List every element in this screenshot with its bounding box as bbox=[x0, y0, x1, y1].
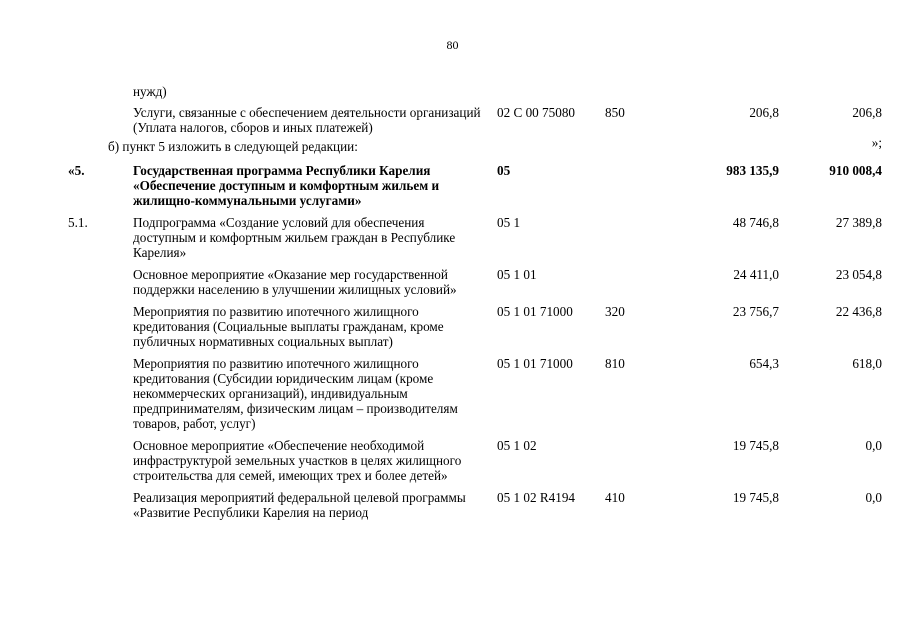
row-name: Основное мероприятие «Оказание мер государственной поддержки населению в улучшении жилищных условий» bbox=[133, 267, 457, 297]
table-row bbox=[0, 438, 905, 483]
row-vr-code: 850 bbox=[605, 105, 625, 120]
row-vr-code: 410 bbox=[605, 490, 625, 505]
table-row bbox=[0, 490, 905, 520]
table-row bbox=[0, 215, 905, 260]
row-vr-code: 810 bbox=[605, 356, 625, 371]
row-amount-1: 19 745,8 bbox=[732, 438, 779, 453]
row-csr-code: 05 1 02 R4194 bbox=[497, 490, 576, 505]
row-amount-1: 654,3 bbox=[749, 356, 779, 371]
row-csr-code: 05 bbox=[497, 163, 511, 178]
row-csr-code: 05 1 01 71000 bbox=[497, 356, 573, 371]
row-amount-2: 27 389,8 bbox=[835, 215, 882, 230]
row-csr-code: 05 1 01 bbox=[497, 267, 537, 282]
row-amount-1: 23 756,7 bbox=[732, 304, 779, 319]
closing-quote: »; bbox=[871, 135, 882, 150]
row-csr-code: 02 С 00 75080 bbox=[497, 105, 576, 120]
row-amount-2: 0,0 bbox=[865, 438, 882, 453]
row-csr-code: 05 1 01 71000 bbox=[497, 304, 573, 319]
row-name: Услуги, связанные с обеспечением деятельности организаций (Уплата налогов, сборов и иных платежей) bbox=[133, 105, 481, 135]
table-row-continuation bbox=[0, 84, 905, 99]
table-row bbox=[0, 267, 905, 297]
amendment-instruction: б) пункт 5 изложить в следующей редакции: bbox=[108, 139, 358, 154]
row-name: Основное мероприятие «Обеспечение необходимой инфраструктурой земельных участков в целях жилищного строительства для семей, имеющих трех и более детей» bbox=[133, 438, 462, 483]
row-amount-2: 22 436,8 bbox=[835, 304, 882, 319]
row-amount-1: 983 135,9 bbox=[726, 163, 779, 178]
row-amount-2: 618,0 bbox=[852, 356, 882, 371]
budget-table bbox=[0, 84, 905, 520]
row-vr-code: 320 bbox=[605, 304, 625, 319]
row-number: 5.1. bbox=[68, 215, 88, 230]
row-name: Реализация мероприятий федеральной целевой программы «Развитие Республики Карелия на период bbox=[133, 490, 466, 520]
row-amount-1: 206,8 bbox=[749, 105, 779, 120]
row-amount-1: 48 746,8 bbox=[732, 215, 779, 230]
row-name: Государственная программа Республики Карелия «Обеспечение доступным и комфортным жильем и жилищно-коммунальными услугами» bbox=[133, 163, 440, 208]
table-row bbox=[0, 304, 905, 349]
row-number: «5. bbox=[68, 163, 85, 178]
table-row bbox=[0, 356, 905, 431]
row-name: Подпрограмма «Создание условий для обеспечения доступным и комфортным жильем граждан в Республике Карелия» bbox=[133, 215, 456, 260]
table-row bbox=[0, 163, 905, 208]
row-csr-code: 05 1 02 bbox=[497, 438, 537, 453]
row-amount-2: 23 054,8 bbox=[835, 267, 882, 282]
row-amount-2: 206,8 bbox=[852, 105, 882, 120]
row-name: нужд) bbox=[133, 84, 167, 99]
row-name: Мероприятия по развитию ипотечного жилищного кредитования (Субсидии юридическим лицам (кроме некоммерческих организаций), индивидуальным предпринимателям, физическим лицам – производителям товаров, работ, услуг) bbox=[133, 356, 458, 431]
row-name: Мероприятия по развитию ипотечного жилищного кредитования (Социальные выплаты гражданам, кроме публичных нормативных социальных выплат) bbox=[133, 304, 444, 349]
row-csr-code: 05 1 bbox=[497, 215, 521, 230]
row-amount-2: 0,0 bbox=[865, 490, 882, 505]
row-amount-1: 19 745,8 bbox=[732, 490, 779, 505]
row-amount-2: 910 008,4 bbox=[829, 163, 882, 178]
row-amount-1: 24 411,0 bbox=[733, 267, 779, 282]
page-number: 80 bbox=[446, 38, 459, 52]
